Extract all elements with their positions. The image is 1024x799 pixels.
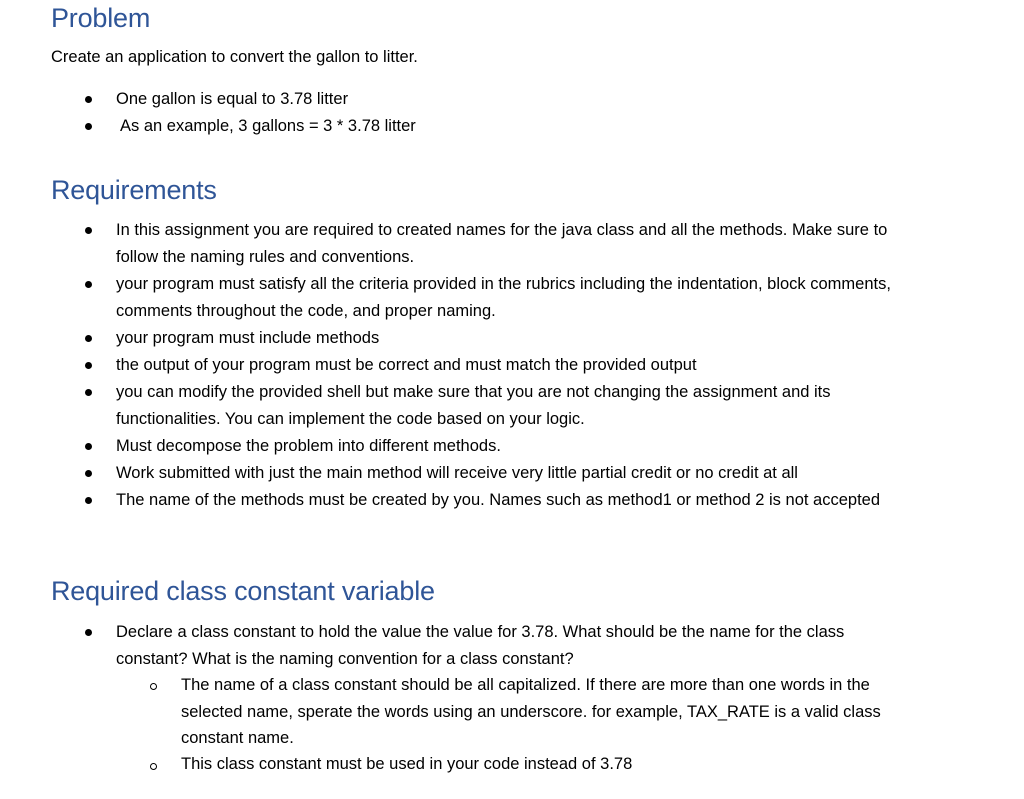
problem-bullet-1: One gallon is equal to 3.78 litter xyxy=(116,90,349,108)
requirement-item-7: Work submitted with just the main method will receive very little partial credit or no credit at all xyxy=(116,464,798,482)
bullet-icon xyxy=(85,629,92,636)
bullet-icon xyxy=(85,389,92,396)
circle-bullet-icon xyxy=(150,763,157,770)
bullet-icon xyxy=(85,281,92,288)
bullet-icon xyxy=(85,443,92,450)
constant-heading: Required class constant variable xyxy=(51,576,435,606)
bullet-icon xyxy=(85,362,92,369)
bullet-icon xyxy=(85,335,92,342)
bullet-icon xyxy=(85,497,92,504)
requirement-item-3: your program must include methods xyxy=(116,329,380,347)
requirement-item-4: the output of your program must be correct and must match the provided output xyxy=(116,356,697,374)
requirement-item-8: The name of the methods must be created by you. Names such as method1 or method 2 is not accepted xyxy=(116,491,881,509)
bullet-icon xyxy=(85,227,92,234)
requirements-heading: Requirements xyxy=(51,175,217,205)
constant-bullet: Declare a class constant to hold the value the value for 3.78. What should be the name for the class constant? What is the naming convention for a class constant? xyxy=(116,623,845,668)
circle-bullet-icon xyxy=(150,683,157,690)
problem-intro: Create an application to convert the gallon to litter. xyxy=(51,48,418,66)
requirement-item-6: Must decompose the problem into different methods. xyxy=(116,437,501,455)
problem-heading: Problem xyxy=(51,3,151,33)
requirement-item-5: you can modify the provided shell but make sure that you are not changing the assignment and its functionalities. You can implement the code based on your logic. xyxy=(116,383,831,428)
bullet-icon xyxy=(85,470,92,477)
constant-subbullet-1: The name of a class constant should be all capitalized. If there are more than one words in the selected name, sperate the words using an underscore. for example, TAX_RATE is a valid class constant name. xyxy=(181,676,881,747)
bullet-icon xyxy=(85,123,92,130)
problem-bullet-2: As an example, 3 gallons = 3 * 3.78 litter xyxy=(120,117,416,135)
requirement-item-2: your program must satisfy all the criteria provided in the rubrics including the indentation, block comments, comments throughout the code, and proper naming. xyxy=(116,275,891,320)
requirement-item-1: In this assignment you are required to created names for the java class and all the methods. Make sure to follow the naming rules and conventions. xyxy=(116,221,888,266)
bullet-icon xyxy=(85,96,92,103)
constant-subbullet-2: This class constant must be used in your code instead of 3.78 xyxy=(181,755,633,773)
